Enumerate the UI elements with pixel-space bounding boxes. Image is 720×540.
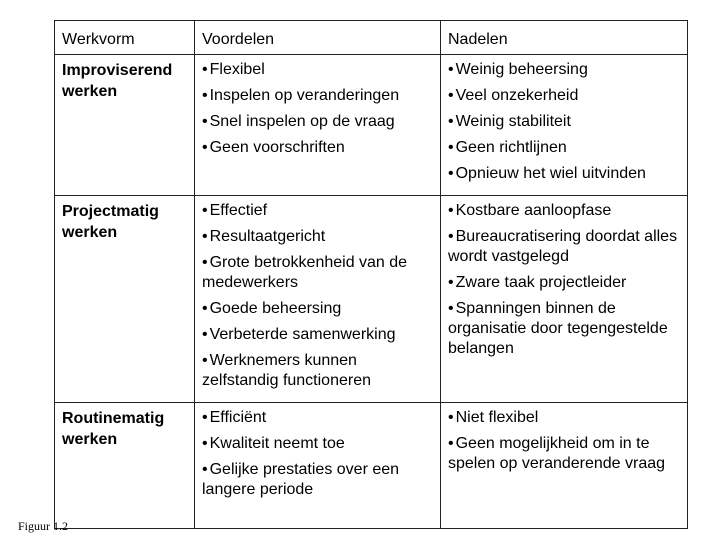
- table-row: [55, 55, 688, 196]
- list-item: • Effectief: [202, 201, 433, 221]
- list-item: • Inspelen op veranderingen: [202, 86, 433, 106]
- figure-caption: Figuur 1.2: [18, 519, 69, 533]
- list-item: • Verbeterde samenwerking: [202, 325, 433, 345]
- list-item: • Weinig beheersing: [448, 60, 680, 80]
- list-item: • Opnieuw het wiel uitvinden: [448, 164, 680, 184]
- row-label: Projectmatig werken: [62, 203, 159, 241]
- list-item: • Spanningen binnen de organisatie door tegengestelde belangen: [448, 299, 680, 359]
- voordelen-list: [202, 60, 433, 158]
- header-voordelen: Voordelen: [195, 21, 441, 55]
- list-item: • Kostbare aanloopfase: [448, 201, 680, 221]
- list-item: • Kwaliteit neemt toe: [202, 434, 433, 454]
- list-item: • Geen richtlijnen: [448, 138, 680, 158]
- list-item: • Snel inspelen op de vraag: [202, 112, 433, 132]
- list-item: • Bureaucratisering doordat alles wordt vastgelegd: [448, 227, 680, 267]
- list-item: • Veel onzekerheid: [448, 86, 680, 106]
- nadelen-list: [448, 201, 680, 359]
- header-werkvorm: Werkvorm: [55, 21, 195, 55]
- header-nadelen: Nadelen: [441, 21, 688, 55]
- table-header-row: [55, 21, 688, 55]
- table-row: [55, 196, 688, 403]
- voordelen-list: [202, 201, 433, 391]
- row-label: Routinematig werken: [62, 410, 165, 448]
- list-item: • Niet flexibel: [448, 408, 680, 428]
- list-item: • Geen voorschriften: [202, 138, 433, 158]
- list-item: • Goede beheersing: [202, 299, 433, 319]
- voordelen-list: [202, 408, 433, 500]
- list-item: • Grote betrokkenheid van de medewerkers: [202, 253, 433, 293]
- nadelen-list: [448, 408, 680, 474]
- list-item: • Resultaatgericht: [202, 227, 433, 247]
- list-item: • Gelijke prestaties over een langere periode: [202, 460, 433, 500]
- list-item: • Werknemers kunnen zelfstandig functioneren: [202, 351, 433, 391]
- list-item: • Efficiënt: [202, 408, 433, 428]
- list-item: • Geen mogelijkheid om in te spelen op veranderende vraag: [448, 434, 680, 474]
- comparison-table: [54, 20, 688, 529]
- table-row: [55, 403, 688, 529]
- list-item: • Flexibel: [202, 60, 433, 80]
- list-item: • Weinig stabiliteit: [448, 112, 680, 132]
- row-label: Improviserend werken: [62, 62, 173, 100]
- nadelen-list: [448, 60, 680, 184]
- list-item: • Zware taak projectleider: [448, 273, 680, 293]
